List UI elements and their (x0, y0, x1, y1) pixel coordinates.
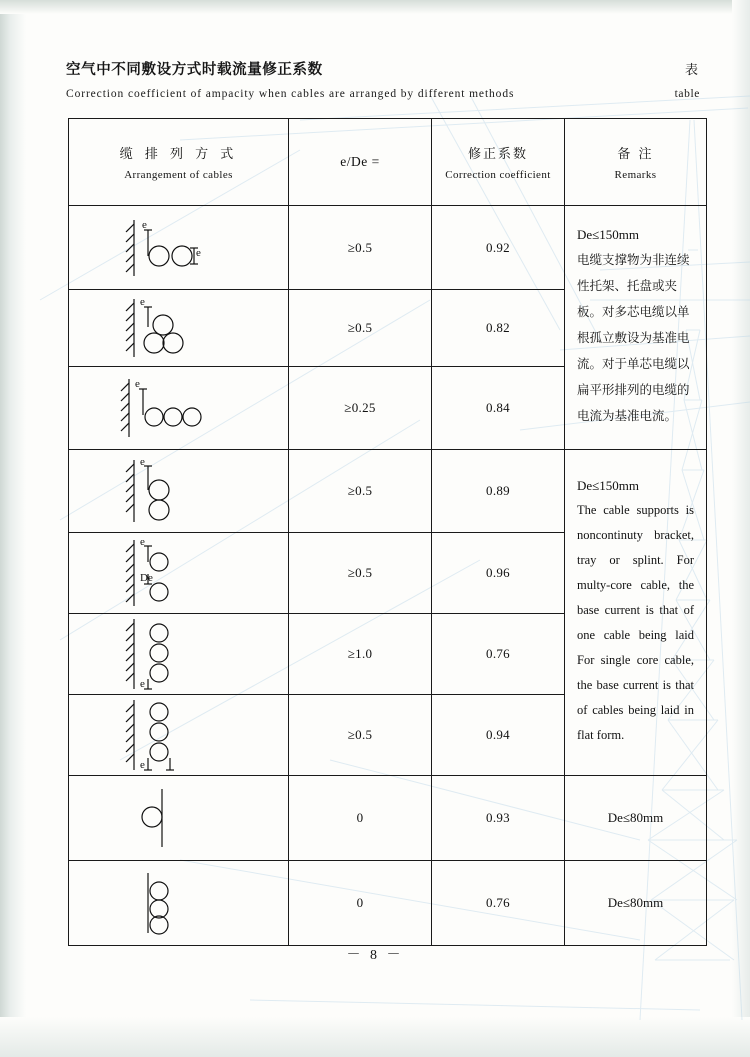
remarks-cell-cn (565, 206, 707, 450)
table-label-cn: 表 (684, 63, 700, 78)
table-row (69, 861, 707, 946)
coefficient-cell: 0.94 (432, 695, 565, 776)
ratio-cell: ≥0.5 (289, 695, 432, 776)
remarks-text-cn: 电缆支撑物为非连续性托架、托盘或夹板。对多芯电缆以单根孤立敷设为基准电流。对于单芯电缆以扁平形排列的电缆的电流为基准电流。 (577, 251, 690, 423)
remarks-de-cn: De≤150mm (577, 226, 640, 242)
ratio-cell: ≥0.5 (289, 533, 432, 614)
diagram-cell-3 (69, 367, 289, 450)
table-row (69, 450, 707, 533)
cable-arrangement-diagram-1 (104, 212, 254, 284)
table-row (69, 206, 707, 290)
title-row (66, 58, 706, 79)
col-header-arrangement-cn: 缆 排 列 方 式 (119, 147, 238, 162)
col-header-ratio (289, 119, 432, 206)
ratio-cell: 0 (289, 861, 432, 946)
ratio-cell: ≥0.5 (289, 206, 432, 290)
col-header-remarks (565, 119, 707, 206)
ratio-cell: 0 (289, 776, 432, 861)
ratio-cell: ≥0.5 (289, 450, 432, 533)
subtitle-row (66, 88, 706, 100)
coefficient-cell: 0.84 (432, 367, 565, 450)
diagram-cell-6 (69, 614, 289, 695)
table-row (69, 776, 707, 861)
table-label-en: table (674, 88, 700, 100)
col-header-arrangement (69, 119, 289, 206)
label-e: e (195, 246, 201, 259)
cable-arrangement-diagram-5 (104, 536, 254, 610)
label-e: e (139, 759, 145, 771)
ratio-cell: ≥0.5 (289, 290, 432, 367)
cable-arrangement-diagram-9 (104, 867, 254, 939)
coefficient-cell: 0.93 (432, 776, 565, 861)
coefficient-cell: 0.82 (432, 290, 565, 367)
remarks-cell-en (565, 450, 707, 776)
diagram-cell-1 (69, 206, 289, 290)
page-title-en: Correction coefficient of ampacity when cables are arranged by different methods (66, 88, 515, 100)
cable-arrangement-diagram-4 (104, 454, 254, 528)
coefficient-cell: 0.76 (432, 861, 565, 946)
correction-coefficient-table (68, 118, 706, 946)
label-e: e (139, 536, 145, 548)
coefficient-cell: 0.92 (432, 206, 565, 290)
remarks-de-en: De≤150mm (577, 477, 640, 493)
diagram-cell-4 (69, 450, 289, 533)
diagram-cell-5 (69, 533, 289, 614)
col-header-coefficient-cn: 修正系数 (467, 147, 528, 162)
page-title-cn: 空气中不同敷设方式时载流量修正系数 (66, 62, 323, 78)
label-e: e (139, 456, 145, 468)
label-e: e (139, 296, 145, 308)
coefficient-cell: 0.96 (432, 533, 565, 614)
remarks-text-en: The cable supports is noncontinuty bracket, tray or splint. For multy-core cable, the base current is that of one cable being laid For single core cable, the base current is that of cables being laid in flat form. (577, 502, 694, 742)
label-de: De (139, 572, 153, 584)
ratio-cell: ≥1.0 (289, 614, 432, 695)
col-header-coefficient (432, 119, 565, 206)
diagram-cell-2 (69, 290, 289, 367)
table-header-row (69, 119, 707, 206)
cable-arrangement-diagram-7 (104, 696, 254, 774)
diagram-cell-7 (69, 695, 289, 776)
col-header-arrangement-en: Arrangement of cables (124, 169, 233, 181)
label-e: e (134, 378, 140, 390)
remarks-de80-a: De≤80mm (565, 776, 707, 861)
col-header-remarks-cn: 备 注 (617, 147, 654, 162)
col-header-ratio-label: e/De = (340, 154, 380, 169)
ratio-cell: ≥0.25 (289, 367, 432, 450)
cable-arrangement-diagram-8 (104, 783, 254, 853)
coefficient-cell: 0.89 (432, 450, 565, 533)
label-e: e (141, 218, 147, 231)
document-header (66, 58, 706, 100)
page-number: － 8 － (346, 948, 404, 963)
coefficient-cell: 0.76 (432, 614, 565, 695)
cable-arrangement-diagram-2 (104, 293, 254, 363)
cable-arrangement-diagram-6 (104, 615, 254, 693)
cable-arrangement-diagram-3 (99, 373, 259, 443)
remarks-de80-b: De≤80mm (565, 861, 707, 946)
col-header-remarks-en: Remarks (614, 169, 657, 181)
diagram-cell-8 (69, 776, 289, 861)
label-e: e (139, 678, 145, 690)
diagram-cell-9 (69, 861, 289, 946)
col-header-coefficient-en: Correction coefficient (445, 169, 551, 181)
